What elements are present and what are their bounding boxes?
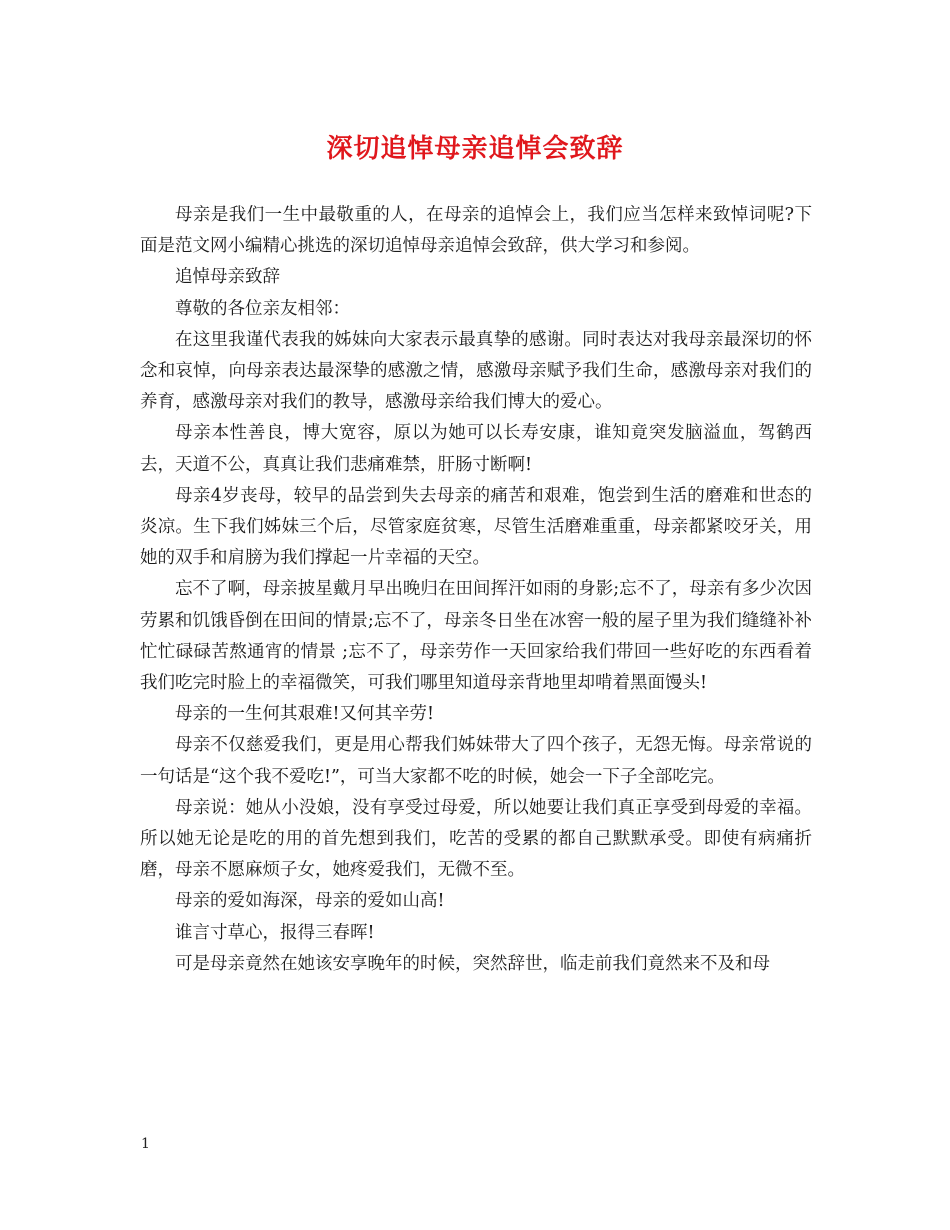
document-title: 深切追悼母亲追悼会致辞	[326, 134, 624, 164]
paragraph: 母亲不仅慈爱我们，更是用心帮我们姊妹带大了四个孩子，无怨无悔。母亲常说的一句话是“这个我不爱吃!”，可当大家都不吃的时候，她会一下子全部吃完。	[140, 735, 812, 787]
page-number: 1	[141, 1136, 150, 1152]
paragraph: 母亲4岁丧母，较早的品尝到失去母亲的痛苦和艰难，饱尝到生活的磨难和世态的炎凉。生下我们姊妹三个后，尽管家庭贫寒，尽管生活磨难重重，母亲都紧咬牙关，用她的双手和肩膀为我们撑起一片幸福的天空。	[140, 485, 812, 569]
paragraph: 母亲的爱如海深，母亲的爱如山高!	[175, 891, 445, 912]
paragraph: 母亲说：她从小没娘，没有享受过母爱，所以她要让我们真正享受到母爱的幸福。所以她无论是吃的用的首先想到我们，吃苦的受累的都自己默默承受。即使有病痛折磨，母亲不愿麻烦子女，她疼爱我们，无微不至。	[140, 797, 812, 881]
paragraph: 母亲的一生何其艰难!又何其辛劳!	[175, 704, 435, 725]
paragraph-salutation: 尊敬的各位亲友相邻：	[175, 298, 350, 319]
paragraph: 谁言寸草心，报得三春晖!	[175, 922, 375, 943]
document-body	[140, 200, 812, 980]
paragraph: 忘不了啊，母亲披星戴月早出晚归在田间挥汗如雨的身影;忘不了，母亲有多少次因劳累和饥饿昏倒在田间的情景;忘不了，母亲冬日坐在冰窖一般的屋子里为我们缝缝补补忙忙碌碌苦熬通宵的情景 ;忘不了，母亲劳作一天回家给我们带回一些好吃的东西看着我们吃完时脸上的幸福微笑，可我们哪里知道母亲背地里却啃着黑面馒头!	[140, 579, 812, 694]
paragraph-intro: 母亲是我们一生中最敬重的人，在母亲的追悼会上，我们应当怎样来致悼词呢?下面是范文网小编精心挑选的深切追悼母亲追悼会致辞，供大学习和参阅。	[140, 205, 812, 257]
paragraph-heading: 追悼母亲致辞	[175, 267, 280, 288]
paragraph: 在这里我谨代表我的姊妹向大家表示最真挚的感谢。同时表达对我母亲最深切的怀念和哀悼，向母亲表达最深挚的感激之情，感激母亲赋予我们生命，感激母亲对我们的养育，感激母亲对我们的教导，感激母亲给我们博大的爱心。	[140, 329, 812, 413]
paragraph: 可是母亲竟然在她该安享晚年的时候，突然辞世，临走前我们竟然来不及和母	[175, 953, 770, 974]
paragraph: 母亲本性善良，博大宽容，原以为她可以长寿安康，谁知竟突发脑溢血，驾鹤西去，天道不公，真真让我们悲痛难禁，肝肠寸断啊!	[140, 423, 812, 475]
